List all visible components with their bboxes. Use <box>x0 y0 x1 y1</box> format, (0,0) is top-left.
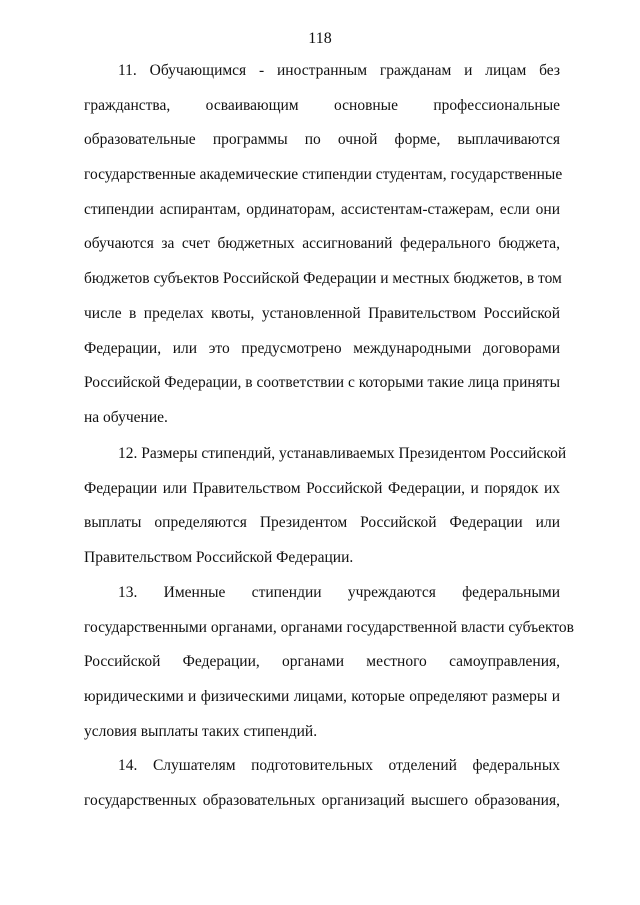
paragraph-line: Российской Федерации, органами местного самоуправления, <box>84 653 560 671</box>
paragraph-line: Правительством Российской Федерации. <box>84 549 354 567</box>
paragraph-line: государственными органами, органами государственной власти субъектов <box>84 618 574 636</box>
page-number: 118 <box>308 30 332 47</box>
paragraph-line: Федерации или Правительством Российской Федерации, и порядок их <box>84 479 560 497</box>
paragraph-line: условия выплаты таких стипендий. <box>84 722 318 740</box>
paragraph-line: государственных образовательных организаций высшего образования, <box>84 791 560 809</box>
paragraph-line: 12. Размеры стипендий, устанавливаемых Президентом Российской <box>118 445 567 462</box>
paragraph-12 <box>84 445 567 584</box>
paragraph-14 <box>84 757 560 826</box>
paragraph-line: гражданства, осваивающим основные профессиональные <box>84 96 560 114</box>
paragraph-11 <box>84 62 563 444</box>
paragraph-line: 11. Обучающимся - иностранным гражданам и лицам без <box>118 62 560 79</box>
paragraph-line: на обучение. <box>84 408 168 426</box>
paragraph-line: государственные академические стипендии студентам, государственные <box>84 166 563 184</box>
paragraph-line: бюджетов субъектов Российской Федерации и местных бюджетов, в том <box>84 270 562 288</box>
paragraph-line: 13. Именные стипендии учреждаются федеральными <box>118 584 560 601</box>
paragraph-line: Федерации, или это предусмотрено международными договорами <box>84 339 560 357</box>
paragraph-line: 14. Слушателям подготовительных отделений федеральных <box>118 757 560 774</box>
paragraph-line: обучаются за счет бюджетных ассигнований федерального бюджета, <box>84 235 560 253</box>
paragraph-13 <box>84 584 574 757</box>
paragraph-line: выплаты определяются Президентом Российской Федерации или <box>84 514 560 532</box>
paragraph-line: стипендии аспирантам, ординаторам, ассистентам-стажерам, если они <box>84 200 560 218</box>
paragraph-line: образовательные программы по очной форме, выплачиваются <box>84 131 560 149</box>
paragraph-line: Российской Федерации, в соответствии с которыми такие лица приняты <box>84 374 560 392</box>
paragraph-line: юридическими и физическими лицами, которые определяют размеры и <box>84 688 560 706</box>
paragraph-line: числе в пределах квоты, установленной Правительством Российской <box>84 304 560 322</box>
